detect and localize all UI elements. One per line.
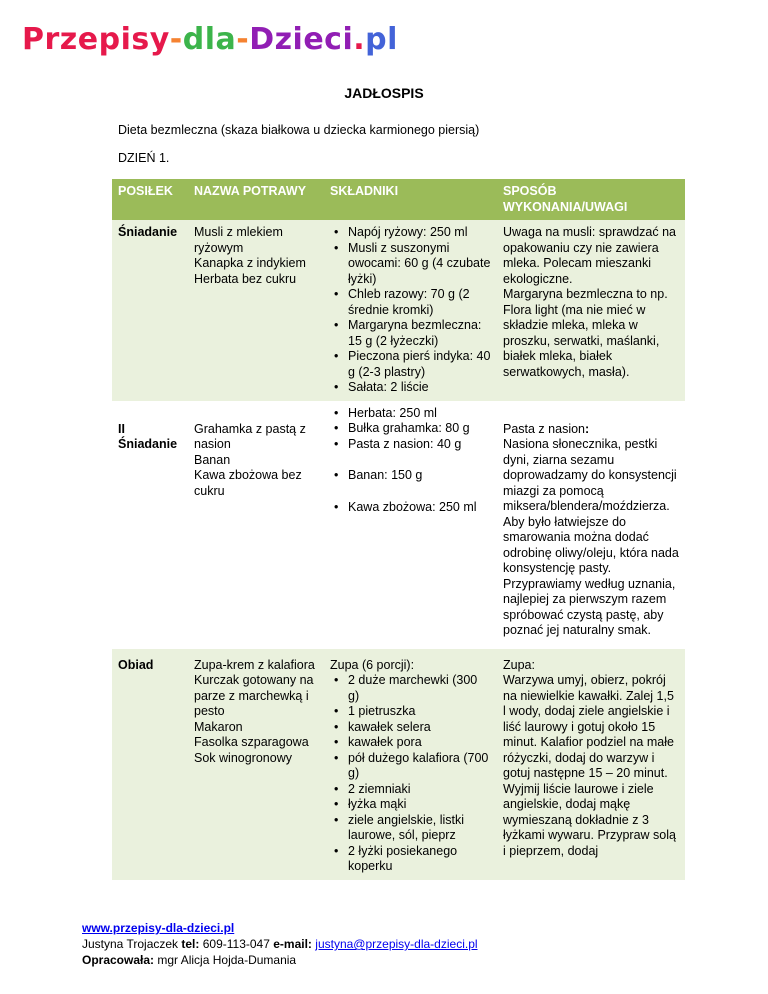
table-header-row [112,179,685,220]
logo-dash: - [236,22,250,57]
ingredient-item: • Pieczona pierś indyka: 40 g (2-3 plastry) [348,349,491,380]
ingredient-item: • Bułka grahamka: 80 g [348,421,491,437]
note-paragraph: Uwaga na musli: sprawdzać na opakowaniu czy nie zawiera mleka. Polecam mieszanki ekologiczne. [503,225,676,286]
menu-table [112,179,685,880]
tel-label: tel: [181,937,200,951]
email-label: e-mail: [273,937,312,951]
meal-name: Śniadanie [118,225,178,239]
website-link[interactable]: www.przepisy-dla-dzieci.pl [82,921,235,935]
ingredient-item: • Margaryna bezmleczna: 15 g (2 łyżeczki) [348,318,491,349]
ingredient-list [324,649,497,880]
table-row [112,401,685,649]
dish-list [188,220,324,401]
author-name: Justyna Trojaczek [82,937,179,951]
prepared-label: Opracowała: [82,953,155,967]
ingredient-item: • Napój ryżowy: 250 ml [348,225,491,241]
ingredient-item: • 2 ziemniaki [348,782,491,798]
dish-item: Kawa zbożowa bez cukru [194,468,302,498]
dish-item: Grahamka z pastą z nasion [194,421,306,451]
ingredient-list [324,220,497,401]
dish-item: Kurczak gotowany na parze z marchewką i pesto [194,673,314,718]
ingredient-item: • Herbata: 250 ml [348,406,491,422]
dish-item: Zupa-krem z kalafiora [194,657,315,672]
note-heading: Zupa: [503,657,535,672]
logo-dot: . [353,22,366,57]
site-logo[interactable] [22,22,398,57]
header-meal: POSIŁEK [112,179,188,220]
document-subtitle: Dieta bezmleczna (skaza białkowa u dziecka karmionego piersią) [118,123,480,137]
document-title: JADŁOSPIS [344,85,424,101]
prepared-by-name: mgr Alicja Hojda-Dumania [157,953,297,967]
ingredient-list [324,401,497,649]
meal-name: II Śniadanie [118,421,178,451]
logo-text-przepisy: Przepisy [22,22,170,57]
email-link[interactable]: justyna@przepisy-dla-dzieci.pl [315,937,478,951]
table-row [112,220,685,401]
dish-item: Banan [194,452,231,467]
meal-name: Obiad [118,657,154,672]
ingredient-item: • 1 pietruszka [348,704,491,720]
note-paragraph: Nasiona słonecznika, pestki dyni, ziarna sezamu doprowadzamy do konsystencji miazgi za pomocą miksera/blendera/moździerza. Aby było łatwiejsze do smarowania można dodać odrobinę oliwy/oleju, która nada konsystencję pasty. Przyprawiamy według uznania, najlepiej za pierwszym razem spróbować czystą pastę, aby poznać jej naturalny smak. [503,437,679,637]
logo-text-pl: pl [365,22,398,57]
logo-text-dla: dla [182,22,237,57]
logo-dash: - [169,22,183,57]
ingredient-item: • Chleb razowy: 70 g (2 średnie kromki) [348,287,491,318]
contact-line [82,936,478,952]
ingredient-item: • ziele angielskie, listki laurowe, sól, pieprz [348,813,491,844]
ingredient-group-title: Zupa (6 porcji): [330,657,415,672]
ingredient-item: • 2 duże marchewki (300 g) [348,673,491,704]
dish-item: Herbata bez cukru [194,271,297,286]
preparation-notes [497,401,685,649]
ingredient-item: • kawałek pora [348,735,491,751]
note-heading: Pasta z nasion: [503,421,590,436]
header-ingredients: SKŁADNIKI [324,179,497,220]
ingredient-item: • kawałek selera [348,720,491,736]
ingredient-item: • łyżka mąki [348,797,491,813]
dish-item: Makaron [194,719,243,734]
dish-item: Kanapka z indykiem [194,256,306,270]
note-paragraph: Warzywa umyj, obierz, pokrój na niewielkie kawałki. Zalej 1,5 l wody, dodaj ziele angielskie i liść laurowy i gotuj około 15 minut. Kalafior podziel na małe różyczki, dodaj do warzyw i gotuj następne 15 – 20 minut. Wyjmij liście laurowe i ziele angielskie, dodaj mąkę wymieszaną dokładnie z 3 łyżkami wywaru. Przypraw solą i pieprzem, dodaj [503,673,676,858]
phone-number: 609-113-047 [202,937,270,951]
header-dish: NAZWA POTRAWY [188,179,324,220]
dish-item: Fasolka szparagowa [194,735,309,749]
ingredient-item: • Banan: 150 g [348,468,491,484]
dish-item: Sok winogronowy [194,750,292,765]
preparation-notes [497,220,685,401]
prepared-by-line [82,952,478,968]
header-notes: SPOSÓB WYKONANIA/UWAGI [497,179,685,220]
ingredient-item: • Musli z suszonymi owocami: 60 g (4 czubate łyżki) [348,241,491,288]
page-footer [82,920,478,968]
ingredient-item: • Pasta z nasion: 40 g [348,437,491,453]
day-label: DZIEŃ 1. [118,151,170,165]
ingredient-item: • Kawa zbożowa: 250 ml [348,500,491,516]
ingredient-item: • pół dużego kalafiora (700 g) [348,751,491,782]
note-paragraph: Margaryna bezmleczna to np. Flora light (ma nie mieć w składzie mleka, mleka w proszku, serwatki, maślanki, białek mleka, białek serwatkowych, masła). [503,287,668,379]
preparation-notes [497,649,685,880]
dish-list [188,649,324,880]
dish-list [188,401,324,649]
table-row [112,649,685,880]
dish-item: Musli z mlekiem ryżowym [194,225,283,255]
ingredient-item: • 2 łyżki posiekanego koperku [348,844,491,875]
logo-text-dzieci: Dzieci [249,22,354,57]
ingredient-item: • Sałata: 2 liście [348,380,491,396]
